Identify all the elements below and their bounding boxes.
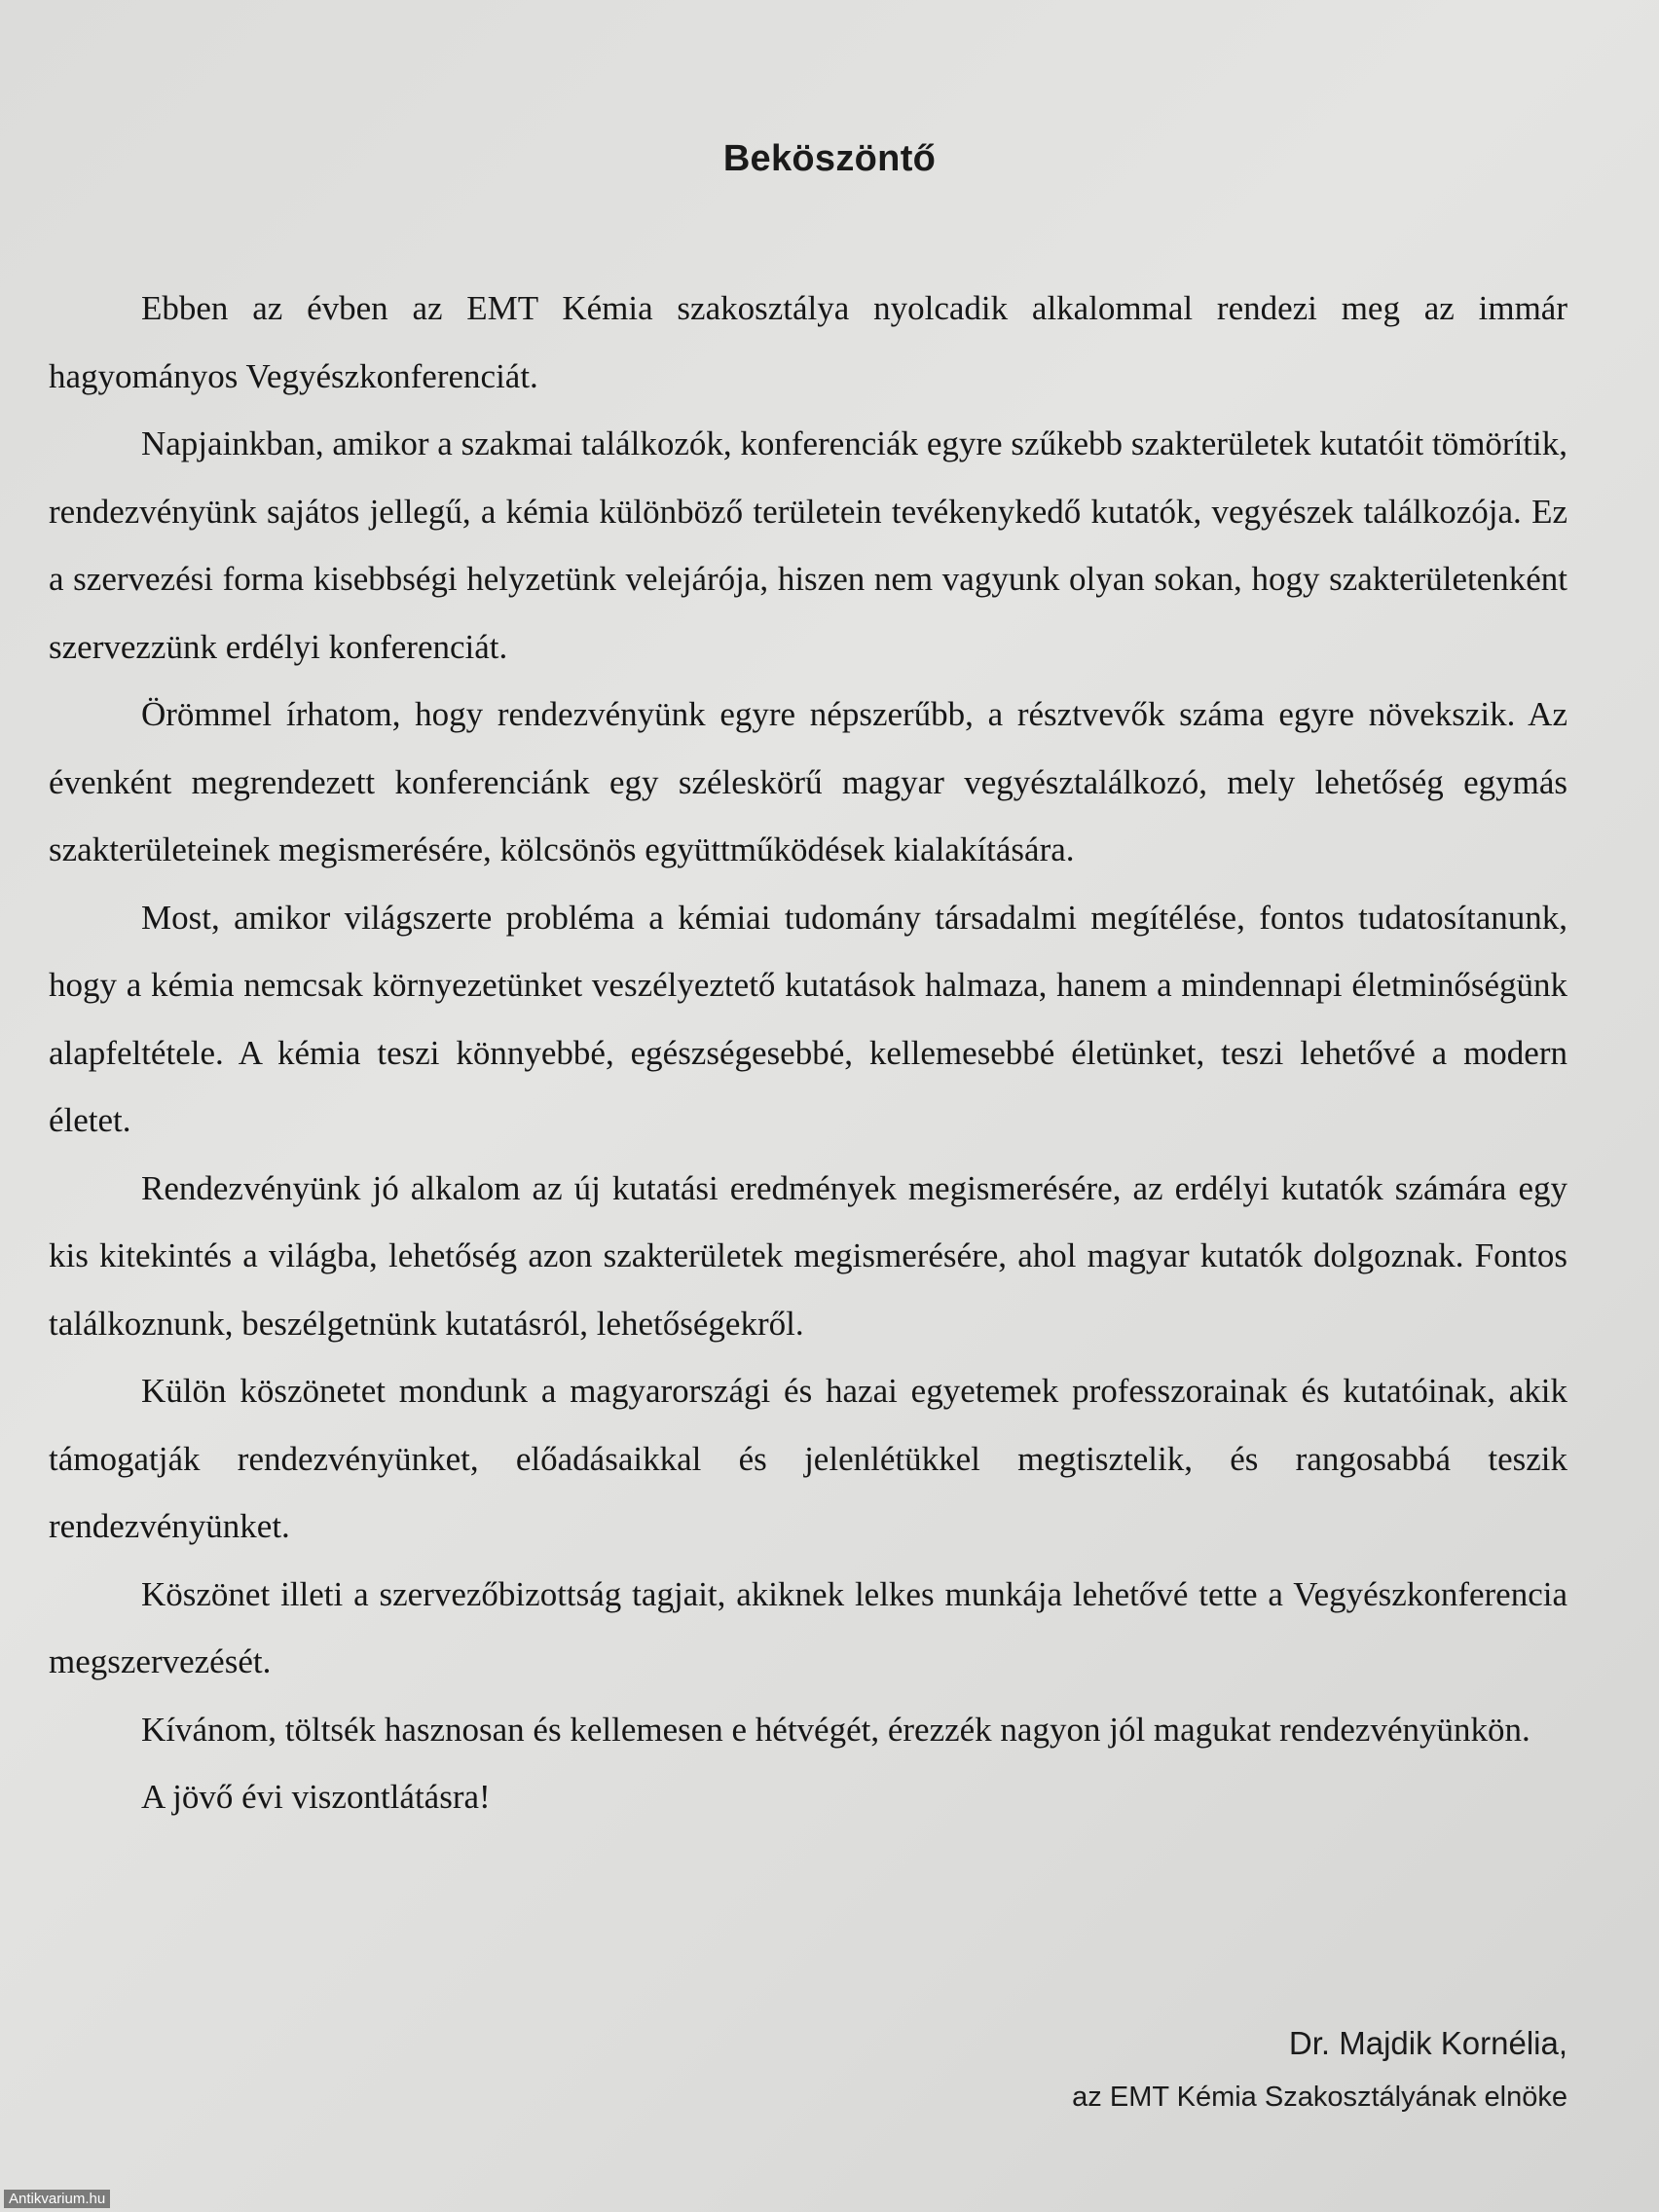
paragraph: Örömmel írhatom, hogy rendezvényünk egyre népszerűbb, a résztvevők száma egyre növekszik. Az évenként megrendezett konferenciánk egy széleskörű magyar vegyésztalálkozó, mely lehetőség egymás szakterületeinek megismerésére, kölcsönös együttműködések kialakítására. [49,695,1567,868]
paragraph: Rendezvényünk jó alkalom az új kutatási eredmények megismerésére, az erdélyi kutatók számára egy kis kitekintés a világba, lehetőség azon szakterületek megismerésére, ahol magyar kutatók dolgoznak. Fontos találkoznunk, beszélgetnünk kutatásról, lehetőségekről. [49,1168,1567,1343]
body-text [49,275,1567,1831]
paragraph: Napjainkban, amikor a szakmai találkozók, konferenciák egyre szűkebb szakterületek kutatóit tömörítik, rendezvényünk sajátos jellegű, a kémia különböző területein tevékenykedő kutatók, vegyészek találkozója. Ez a szervezési forma kisebbségi helyzetünk velejárója, hiszen nem vagyunk olyan sokan, hogy szakterületenként szervezzünk erdélyi konferenciát. [49,424,1567,666]
paragraph: A jövő évi viszontlátásra! [141,1778,491,1816]
paragraph: Köszönet illeti a szervezőbizottság tagjait, akiknek lelkes munkája lehetővé tette a Vegyészkonferencia megszervezését. [49,1574,1567,1680]
watermark: Antikvarium.hu [4,2190,110,2208]
signature-role: az EMT Kémia Szakosztályának elnöke [1072,2082,1567,2113]
paragraph: Ebben az évben az EMT Kémia szakosztálya nyolcadik alkalommal rendezi meg az immár hagyományos Vegyészkonferenciát. [49,289,1567,395]
page-title: Beköszöntő [722,138,937,179]
paragraph: Külön köszönetet mondunk a magyarországi és hazai egyetemek professzorainak és kutatóinak, akik támogatják rendezvényünket, előadásaikkal és jelenlétükkel megtisztelik, és rangosabbá teszik rendezvényünket. [49,1372,1567,1545]
paragraph: Kívánom, töltsék hasznosan és kellemesen e hétvégét, érezzék nagyon jól magukat rendezvényünkön. [141,1710,1530,1749]
paragraph: Most, amikor világszerte probléma a kémiai tudomány társadalmi megítélése, fontos tudatosítanunk, hogy a kémia nemcsak környezetünket veszélyeztető kutatások halmaza, hanem a mindennapi életminőségünk alapfeltétele. A kémia teszi könnyebbé, egészségesebbé, kellemesebbé életünket, teszi lehetővé a modern életet. [49,898,1567,1139]
signature-name: Dr. Majdik Kornélia, [1288,2025,1567,2061]
